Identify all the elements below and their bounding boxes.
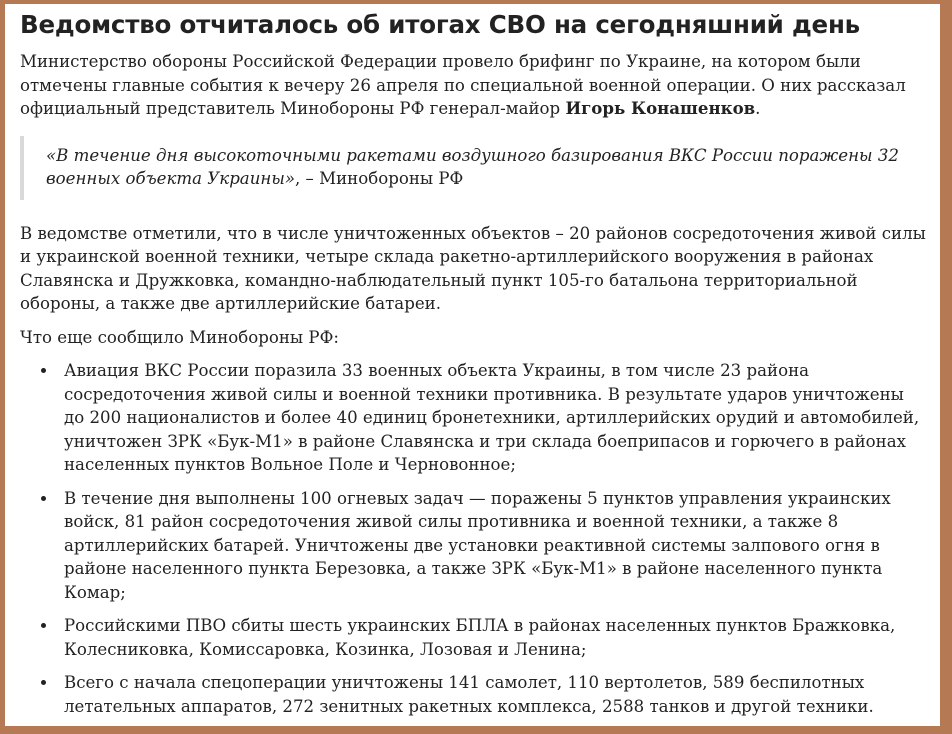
- quote-text: «В течение дня высокоточными ракетами воздушного базирования ВКС России поражены 32 военных объекта Украины»: [46, 145, 899, 188]
- article-body: [5, 4, 940, 718]
- quote-block: [20, 136, 926, 200]
- list-item: • Российскими ПВО сбиты шесть украинских БПЛА в районах населенных пунктов Бражковка, Колесниковка, Комиссаровка, Козинка, Лозовая и Ленина;: [58, 614, 926, 661]
- list-item: • Авиация ВКС России поразила 33 военных объекта Украины, в том числе 23 района сосредоточения живой силы и военной техники противника. В результате ударов уничтожены до 200 националистов и более 40 единиц бронетехники, артиллерийских орудий и автомобилей, уничтожен ЗРК «Бук-М1» в районе Славянска и три склада боеприпасов и горючего в районах населенных пунктов Вольное Поле и Черновонное;: [58, 359, 926, 477]
- intro-end: .: [755, 99, 761, 118]
- intro-person-name: Игорь Конашенков: [565, 98, 756, 118]
- intro-text: Министерство обороны Российской Федерации провело брифинг по Украине, на котором были отмечены главные события к вечеру 26 апреля по специальной военной операции. О них рассказал официальный представитель Минобороны РФ генерал-майор: [20, 52, 906, 118]
- list-item: • Всего с начала спецоперации уничтожены 141 самолет, 110 вертолетов, 589 беспилотных летательных аппаратов, 272 зенитных ракетных комплекса, 2588 танков и другой техники.: [58, 671, 926, 718]
- intro-paragraph: [20, 50, 926, 121]
- list-item: • В течение дня выполнены 100 огневых задач — поражены 5 пунктов управления украинских войск, 81 район сосредоточения живой силы противника и военной техники, а также 8 артиллерийских батарей. Уничтожены две установки реактивной системы залпового огня в районе населенного пункта Березовка, а также ЗРК «Бук-М1» в районе населенного пункта Комар;: [58, 487, 926, 605]
- quote-source: , – Минобороны РФ: [295, 169, 464, 188]
- report-list: [20, 359, 926, 718]
- paragraph-destroyed-objects: В ведомстве отметили, что в числе уничтоженных объектов – 20 районов сосредоточения живой силы и украинской военной техники, четыре склада ракетно-артиллерийского вооружения в районах Славянска и Дружковка, командно-наблюдательный пункт 105-го батальона территориальной обороны, а также две артиллерийские батареи.: [20, 223, 926, 313]
- paragraph-list-intro: Что еще сообщило Минобороны РФ:: [20, 327, 339, 347]
- article-title: Ведомство отчиталось об итогах СВО на сегодняшний день: [20, 10, 860, 39]
- article-frame: [5, 4, 940, 726]
